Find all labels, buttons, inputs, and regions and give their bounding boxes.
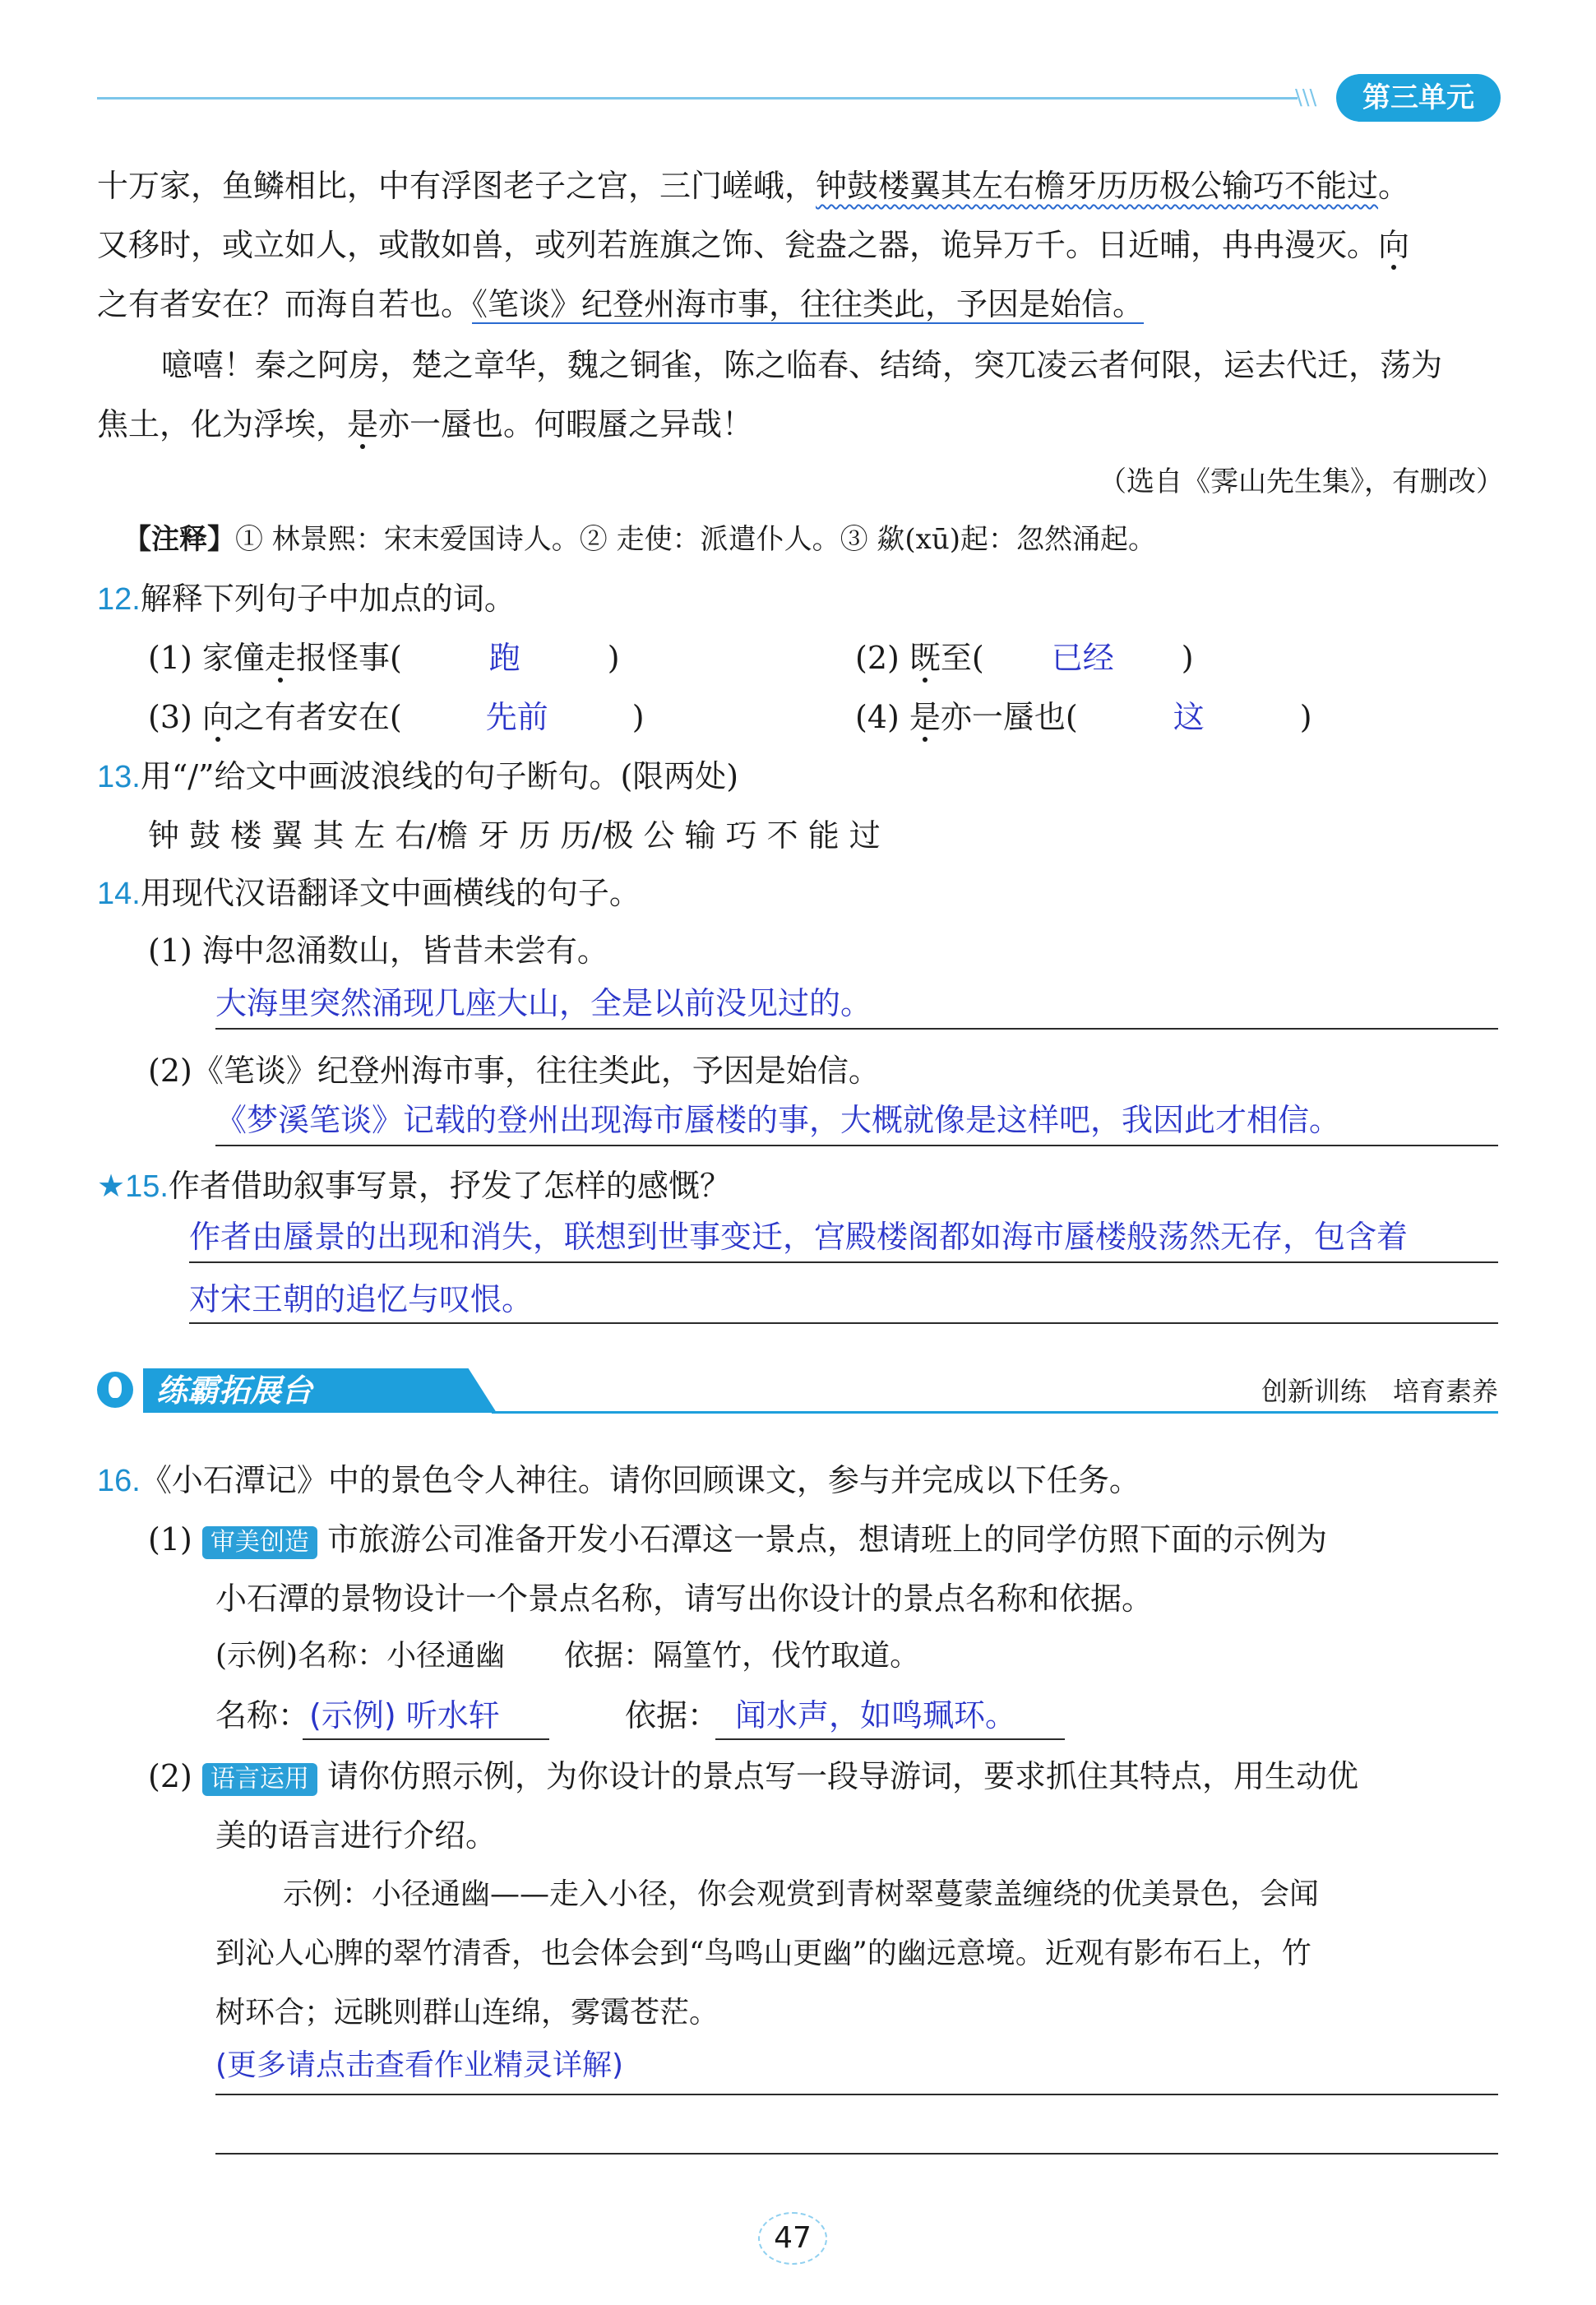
answer-line — [215, 1028, 1498, 1030]
q13-prompt: 13.用“/”给文中画波浪线的句子断句。(限两处) — [97, 758, 739, 794]
q12-item-1: (1) 家僮走报怪事( 跑 ) — [148, 636, 620, 679]
q16-part1-example: (示例)名称：小径通幽 依据：隔篁竹，伐竹取道。 — [215, 1639, 920, 1673]
answer-line — [715, 1738, 1065, 1740]
q14-item-1: (1) 海中忽涌数山，皆昔未尝有。 — [148, 933, 608, 969]
flame-icon — [97, 1372, 133, 1408]
answer-line — [189, 1322, 1498, 1324]
q16-part2-example-2: 到沁人心脾的翠竹清香，也会体会到“鸟鸣山更幽”的幽远意境。近观有影布石上，竹 — [215, 1937, 1311, 1970]
q12-item-2: (2) 既至( 已经 ) — [855, 636, 1194, 679]
q12-answer-1: 跑 — [488, 640, 520, 676]
answer-line — [215, 2094, 1498, 2095]
q15-answer-line-2: 对宋王朝的追忆与叹恨。 — [189, 1281, 534, 1317]
wavy-underlined-sentence: 钟鼓楼翼其左右檐牙历历极公输巧不能过 — [816, 168, 1379, 204]
tag-aesthetic: 审美创造 — [202, 1526, 317, 1559]
passage-notes: 【注释】① 林景熙：宋末爱国诗人。② 走使：派遣仆人。③ 歘(xū)起：忽然涌起。 — [123, 523, 1157, 556]
section-title: 练霸拓展台 — [156, 1372, 313, 1409]
header-rule — [97, 97, 1298, 100]
passage-line-3: 之有者安在？而海自若也。《笔谈》纪登州海市事，往往类此，予因是始信。 — [97, 286, 1145, 322]
q15-answer-line-1: 作者由蜃景的出现和消失，联想到世事变迁，宫殿楼阁都如海市蜃楼般荡然无存，包含着 — [189, 1219, 1409, 1255]
passage-line-2: 又移时，或立如人，或散如兽，或列若旌旗之饰、瓮盎之器，诡异万千。日近晡，冉冉漫灭。向 — [97, 227, 1410, 263]
tag-language: 语言运用 — [202, 1763, 317, 1796]
answer-line — [303, 1738, 549, 1740]
unit-badge: 第三单元 — [1336, 74, 1501, 122]
q12-item-4: (4) 是亦一蜃也( 这 ) — [855, 696, 1312, 738]
passage-source: （选自《霁山先生集》，有删改） — [1099, 465, 1504, 498]
q16-part1-line-1: (1) 审美创造 市旅游公司准备开发小石潭这一景点，想请班上的同学仿照下面的示例为 — [148, 1521, 1328, 1557]
dotted-char: 向 — [1378, 227, 1410, 263]
section-right-text: 创新训练 培育素养 — [1261, 1376, 1498, 1407]
q16-part1-line-2: 小石潭的景物设计一个景点名称，请写出你设计的景点名称和依据。 — [215, 1581, 1154, 1617]
q12-prompt: 12.解释下列句子中加点的词。 — [97, 581, 516, 617]
header-slashes: \\\ — [1295, 86, 1317, 110]
q16-part2-example-1: 示例：小径通幽——走入小径，你会观赏到青树翠蔓蒙盖缠绕的优美景色，会闻 — [283, 1877, 1320, 1911]
q16-part2-example-3: 树环合；远眺则群山连绵，雾霭苍茫。 — [215, 1996, 719, 2030]
q14-answer-1: 大海里突然涌现几座大山，全是以前没见过的。 — [215, 985, 872, 1021]
answer-line — [215, 2153, 1498, 2155]
dotted-char: 是 — [347, 406, 379, 442]
q12-answer-2: 已经 — [1051, 640, 1114, 676]
page-number: 47 — [774, 2221, 812, 2255]
q16-part2-line-2: 美的语言进行介绍。 — [215, 1817, 497, 1854]
basis-answer: 闻水声，如鸣珮环。 — [735, 1697, 1017, 1733]
q16-prompt: 16.《小石潭记》中的景色令人神往。请你回顾课文，参与并完成以下任务。 — [97, 1462, 1140, 1498]
answer-line — [189, 1261, 1498, 1263]
passage-line-4: 噫嘻！秦之阿房，楚之章华，魏之铜雀，陈之临春、结绮，突兀凌云者何限，运去代迁，荡为 — [161, 347, 1443, 383]
section-rule — [492, 1411, 1498, 1414]
name-answer: (示例) 听水轩 — [309, 1697, 500, 1733]
q12-answer-4: 这 — [1173, 699, 1205, 735]
passage-line-5: 焦土，化为浮埃，是亦一蜃也。何暇蜃之异哉！ — [97, 406, 754, 442]
q12-item-3: (3) 向之有者安在( 先前 ) — [148, 696, 645, 738]
q16-part2-answer[interactable]: (更多请点击查看作业精灵详解) — [215, 2048, 624, 2082]
q16-part1-basis: 依据： 闻水声，如鸣珮环。 — [625, 1697, 1017, 1733]
q16-part2-line-1: (2) 语言运用 请你仿照示例，为你设计的景点写一段导游词，要求抓住其特点，用生动优 — [148, 1758, 1359, 1794]
q15-prompt: ★15.作者借助叙事写景，抒发了怎样的感慨？ — [97, 1168, 731, 1204]
passage-line-1: 十万家，鱼鳞相比，中有浮图老子之宫，三门嵯峨，钟鼓楼翼其左右檐牙历历极公输巧不能过。 — [97, 168, 1410, 204]
answer-line — [215, 1145, 1498, 1146]
q14-answer-2: 《梦溪笔谈》记载的登州出现海市蜃楼的事，大概就像是这样吧，我因此才相信。 — [215, 1102, 1341, 1138]
q12-answer-3: 先前 — [485, 699, 548, 735]
section-banner — [97, 1368, 1498, 1413]
q14-item-2: (2)《笔谈》纪登州海市事，往往类此，予因是始信。 — [148, 1053, 880, 1089]
q13-answer: 钟 鼓 楼 翼 其 左 右/檐 牙 历 历/极 公 输 巧 不 能 过 — [148, 817, 881, 854]
underlined-sentence: 《笔谈》纪登州海市事，往往类此，予因是始信。 — [472, 286, 1145, 322]
q14-prompt: 14.用现代汉语翻译文中画横线的句子。 — [97, 875, 641, 911]
q16-part1-answer: 名称：(示例) 听水轩 — [215, 1694, 556, 1737]
